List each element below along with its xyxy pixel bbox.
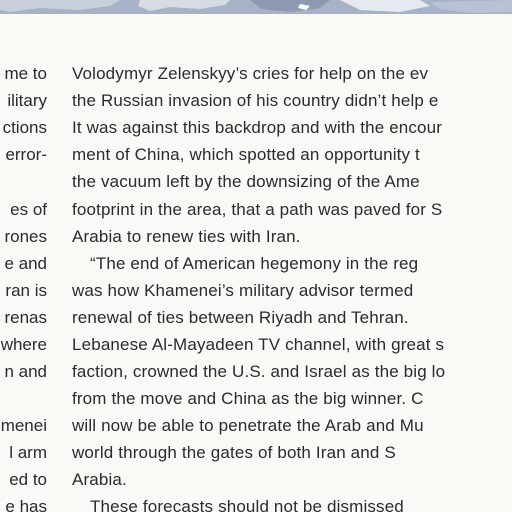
left-column-text (0, 60, 49, 512)
map-illustration (0, 0, 512, 14)
paragraph-line: Arabia. (72, 470, 127, 489)
text-line: ran is (5, 281, 47, 300)
paragraph-line: Lebanese Al-Mayadeen TV channel, with great s (72, 335, 445, 354)
text-line: me to (4, 64, 47, 83)
paragraph-line: footprint in the area, that a path was paved for S (72, 200, 443, 219)
text-line: l arm (9, 443, 47, 462)
text-line: n and (4, 362, 47, 381)
paragraph-line: from the move and China as the big winner. C (72, 389, 424, 408)
text-line: e and (4, 254, 47, 273)
paragraph-line: faction, crowned the U.S. and Israel as the big lo (72, 362, 446, 381)
paragraph-line: Volodymyr Zelenskyy’s cries for help on the ev (72, 64, 429, 83)
text-line: menei (0, 416, 47, 435)
paragraph-line: world through the gates of both Iran and S (72, 443, 396, 462)
text-line: rones (4, 227, 47, 246)
paragraph-line: “The end of American hegemony in the reg (90, 254, 419, 273)
text-line: where (0, 335, 47, 354)
text-line: ed to (9, 470, 47, 489)
paragraph-line: the Russian invasion of his country didn’t help e (72, 91, 439, 110)
text-line: es of (10, 200, 47, 219)
paragraph-line: ment of China, which spotted an opportunity t (72, 145, 420, 164)
paragraph-line: It was against this backdrop and with the encour (72, 118, 443, 137)
text-line: ctions (2, 118, 47, 137)
paragraph-line: These forecasts should not be dismissed (90, 497, 404, 512)
paragraph-line: Arabia to renew ties with Iran. (72, 227, 301, 246)
paragraph-line: renewal of ties between Riyadh and Tehran. (72, 308, 409, 327)
paragraph-line: the vacuum left by the downsizing of the Ame (72, 172, 420, 191)
text-line: renas (4, 308, 47, 327)
text-line: error- (5, 145, 47, 164)
text-line: ilitary (7, 91, 47, 110)
text-line: e has (5, 497, 47, 512)
paragraph-line: was how Khamenei’s military advisor termed (72, 281, 414, 300)
article-body-column (72, 60, 512, 512)
paragraph-line: will now be able to penetrate the Arab and Mu (72, 416, 424, 435)
